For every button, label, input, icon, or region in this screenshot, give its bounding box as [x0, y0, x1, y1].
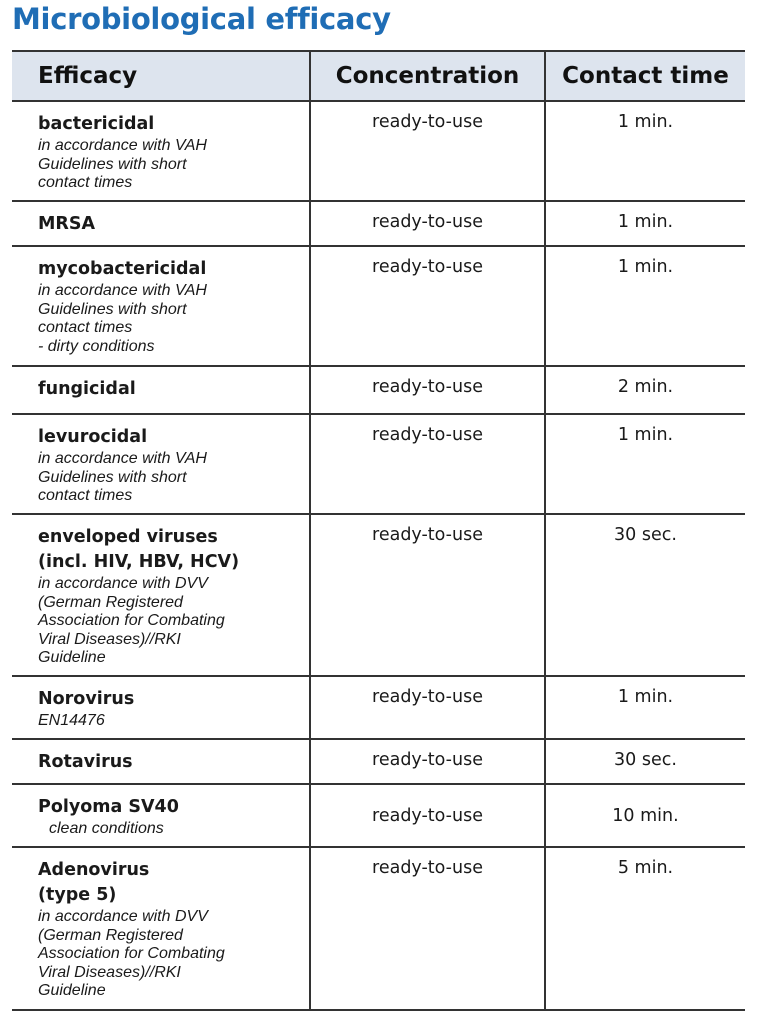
- table-row: [12, 247, 745, 367]
- table-header: [12, 50, 745, 102]
- efficacy-note: in accordance with VAH Guidelines with short contact times: [38, 450, 207, 504]
- concentration-cell: ready-to-use: [309, 740, 544, 783]
- contact-time-cell: 10 min.: [544, 785, 745, 846]
- efficacy-name: mycobactericidal: [38, 259, 207, 279]
- efficacy-cell: [12, 202, 309, 245]
- contact-time-cell: 1 min.: [544, 247, 745, 365]
- table-row: [12, 515, 745, 677]
- concentration-cell: ready-to-use: [309, 415, 544, 513]
- efficacy-note: in accordance with DVV (German Registered Association for Combating Viral Diseases)//RKI Guideline: [38, 575, 225, 666]
- concentration-cell: ready-to-use: [309, 202, 544, 245]
- concentration-cell: ready-to-use: [309, 848, 544, 1009]
- efficacy-cell: [12, 515, 309, 675]
- efficacy-note: clean conditions: [49, 820, 164, 837]
- contact-time-cell: 30 sec.: [544, 740, 745, 783]
- efficacy-cell: [12, 247, 309, 365]
- contact-time-cell: 1 min.: [544, 677, 745, 738]
- column-header-efficacy: Efficacy: [38, 63, 138, 89]
- table-row: [12, 677, 745, 740]
- efficacy-note: in accordance with VAH Guidelines with short contact times: [38, 137, 207, 191]
- table-row: [12, 202, 745, 247]
- concentration-cell: ready-to-use: [309, 515, 544, 675]
- efficacy-name: Norovirus: [38, 689, 135, 709]
- concentration-cell: ready-to-use: [309, 247, 544, 365]
- efficacy-note: in accordance with DVV (German Registered Association for Combating Viral Diseases)//RKI Guideline: [38, 908, 225, 999]
- contact-time-cell: 1 min.: [544, 202, 745, 245]
- efficacy-name: Polyoma SV40: [38, 797, 179, 817]
- efficacy-name: Rotavirus: [38, 752, 133, 772]
- contact-time-cell: 1 min.: [544, 102, 745, 200]
- concentration-cell: ready-to-use: [309, 102, 544, 200]
- efficacy-name: fungicidal: [38, 379, 136, 399]
- column-header-concentration: Concentration: [309, 52, 544, 100]
- efficacy-cell: [12, 102, 309, 200]
- column-header-contact-time: Contact time: [544, 52, 745, 100]
- efficacy-note: in accordance with VAH Guidelines with short contact times - dirty conditions: [38, 282, 207, 355]
- table-row: [12, 415, 745, 515]
- page-title: Microbiological efficacy: [12, 2, 391, 36]
- contact-time-cell: 1 min.: [544, 415, 745, 513]
- efficacy-name: MRSA: [38, 214, 96, 234]
- efficacy-table: [12, 50, 745, 1011]
- efficacy-cell: [12, 740, 309, 783]
- efficacy-cell: [12, 677, 309, 738]
- table-row: [12, 740, 745, 785]
- efficacy-name: levurocidal: [38, 427, 148, 447]
- table-row: [12, 367, 745, 415]
- table-row: [12, 102, 745, 202]
- efficacy-cell: [12, 785, 309, 846]
- contact-time-cell: 30 sec.: [544, 515, 745, 675]
- efficacy-name: bactericidal: [38, 114, 155, 134]
- contact-time-cell: 5 min.: [544, 848, 745, 1009]
- efficacy-name: Adenovirus (type 5): [38, 860, 150, 905]
- concentration-cell: ready-to-use: [309, 677, 544, 738]
- contact-time-cell: 2 min.: [544, 367, 745, 413]
- efficacy-cell: [12, 848, 309, 1009]
- concentration-cell: ready-to-use: [309, 785, 544, 846]
- table-row: [12, 785, 745, 848]
- efficacy-name: enveloped viruses (incl. HIV, HBV, HCV): [38, 527, 240, 572]
- efficacy-cell: [12, 415, 309, 513]
- table-row: [12, 848, 745, 1011]
- efficacy-cell: [12, 367, 309, 413]
- concentration-cell: ready-to-use: [309, 367, 544, 413]
- efficacy-note: EN14476: [38, 712, 105, 729]
